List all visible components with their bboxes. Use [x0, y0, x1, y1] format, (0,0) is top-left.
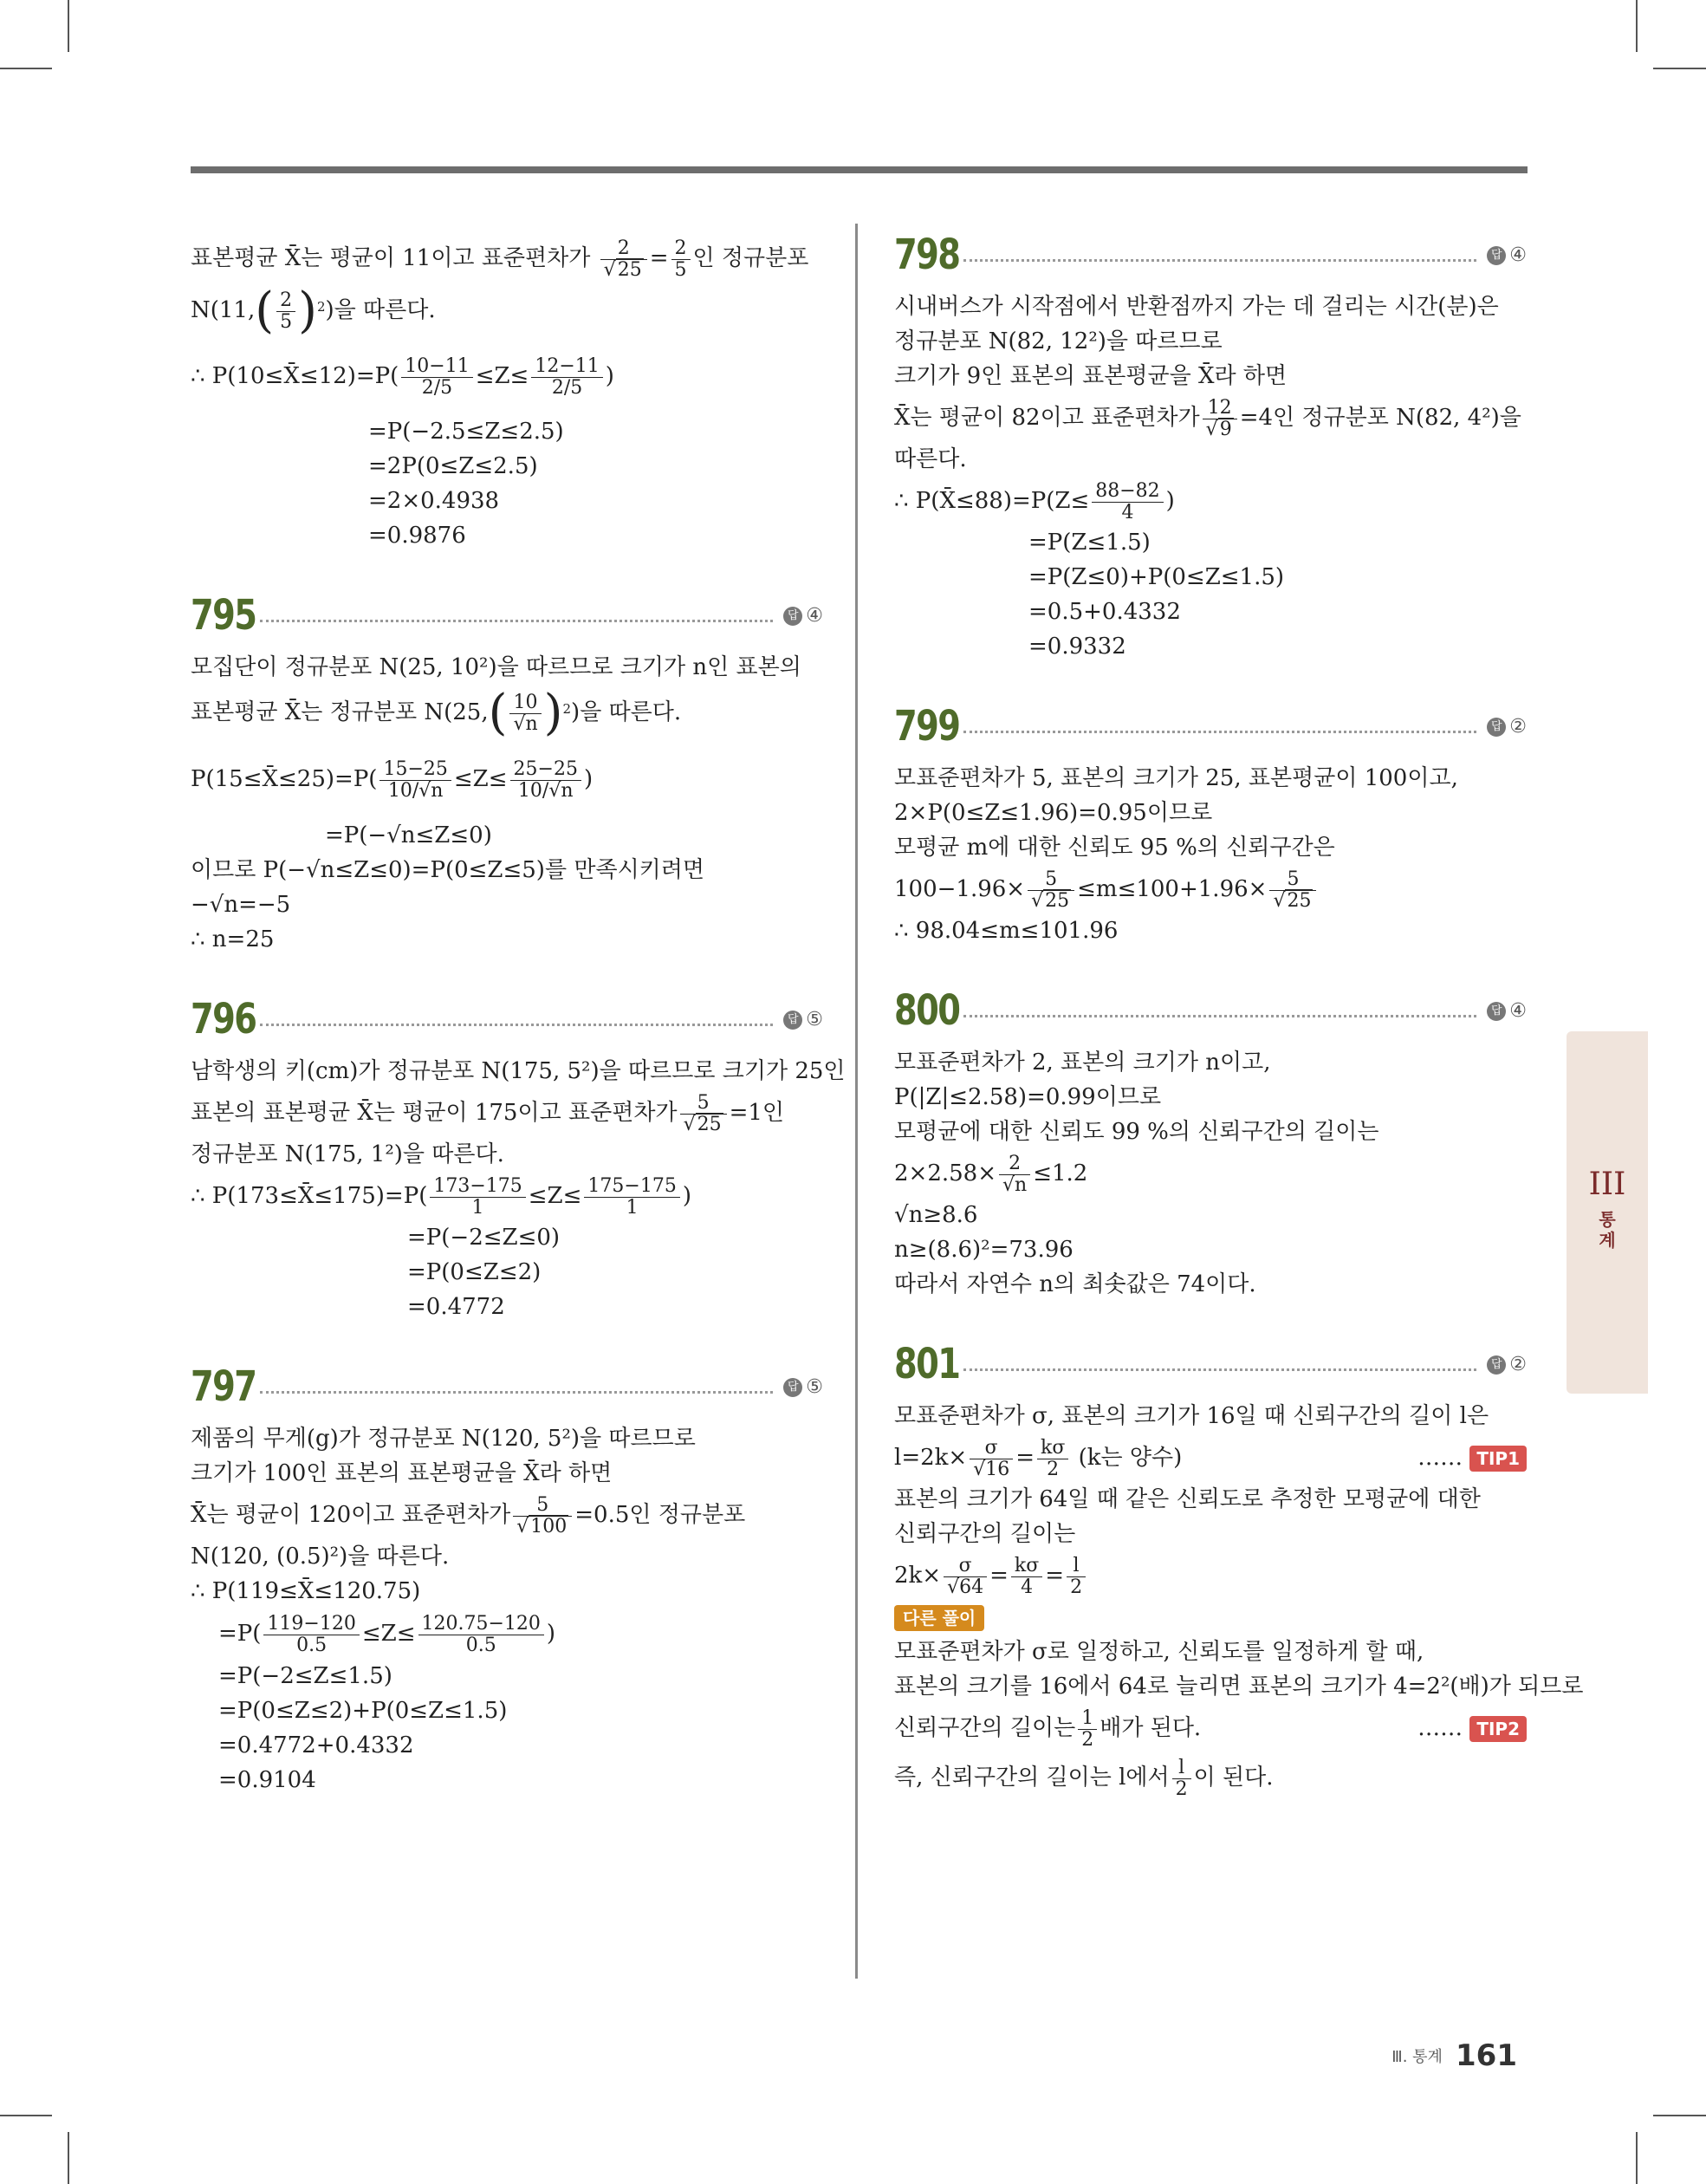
alt-solution-badge: 다른 풀이: [894, 1605, 984, 1631]
leader-dots: [260, 1024, 773, 1026]
text-line: =P(0≤Z≤2): [407, 1259, 542, 1285]
problem-799: [894, 699, 1527, 948]
page-footer: [1391, 2038, 1517, 2073]
fraction: $\frac{2}{5}$: [671, 238, 691, 281]
text-line: =P(Z≤0)+P(0≤Z≤1.5): [1028, 564, 1285, 590]
fraction: $\frac{175-175}{1}$: [584, 1176, 679, 1219]
fraction: $\frac{120.75-120}{0.5}$: [418, 1614, 544, 1656]
text-line: 따른다.: [894, 446, 967, 472]
text-line: X̄는 평균이 82이고 표준편차가 $\frac{12}{√9}$ =4인 정규분포 N(82, 4²)을: [894, 396, 1521, 440]
fraction: $\frac{\sigma}{√16}$: [970, 1438, 1013, 1480]
text-line: 남학생의 키(cm)가 정규분포 N(175, 5²)을 따르므로 크기가 25인: [191, 1058, 846, 1084]
problem-number: 801: [894, 1340, 960, 1388]
text-line: =P(−√n≤Z≤0): [325, 822, 492, 848]
problem-number: 799: [894, 702, 960, 751]
crop-mark: [68, 0, 69, 52]
fraction: $\frac{25-25}{10/√n}$: [510, 759, 581, 802]
page-number: 161: [1456, 2038, 1517, 2073]
fraction: $\frac{l}{2}$: [1067, 1556, 1086, 1598]
answer-badge: 답 ④: [783, 605, 823, 627]
text-line: 모표준편차가 2, 표본의 크기가 n이고,: [894, 1050, 1271, 1076]
text-line: 크기가 9인 표본의 표본평균을 X̄라 하면: [894, 363, 1288, 389]
text-line: 모평균 m에 대한 신뢰도 95 %의 신뢰구간은: [894, 835, 1335, 861]
crop-mark: [0, 2115, 52, 2116]
text-line: 따라서 자연수 n의 최솟값은 74이다.: [894, 1271, 1256, 1297]
fraction: $\frac{12-11}{2/5}$: [531, 356, 602, 399]
text-line: 제품의 무게(g)가 정규분포 N(120, 5²)을 따르므로: [191, 1426, 696, 1452]
text-line: X̄는 평균이 120이고 표준편차가 $\frac{5}{√100}$ =0.5인 정규분포: [191, 1493, 746, 1537]
text-line: =P(−2≤Z≤1.5): [218, 1663, 392, 1689]
tip-reference: …… TIP1: [1417, 1433, 1527, 1482]
text-line: =2×0.4938: [368, 488, 500, 514]
text-line: =P(0≤Z≤2)+P(0≤Z≤1.5): [218, 1698, 508, 1724]
problem-header: [894, 699, 1527, 754]
text-line: l=2k× $\frac{\sigma}{√16}$ = $\frac{k\sigma}{2}$ (k는 양수) …… TIP1: [894, 1433, 1527, 1482]
fraction: $\frac{5}{√25}$: [680, 1093, 727, 1135]
fraction: $\frac{l}{2}$: [1172, 1758, 1191, 1800]
text-line: ∴ P(173≤X̄≤175)=P( $\frac{173-175}{1}$ ≤Z≤ $\frac{175-175}{1}$ ): [191, 1174, 691, 1219]
problem-header: [191, 588, 823, 643]
leader-dots: [963, 1015, 1476, 1017]
text-line: √n≥8.6: [894, 1202, 978, 1228]
text-line: 표본의 크기가 64일 때 같은 신뢰도로 추정한 모평균에 대한: [894, 1486, 1481, 1512]
problem-number: 797: [191, 1362, 256, 1411]
text-line: 2k× $\frac{\sigma}{√64}$ = $\frac{k\sigma}{4}$ = $\frac{l}{2}$: [894, 1551, 1527, 1600]
text-line: 모표준편차가 5, 표본의 크기가 25, 표본평균이 100이고,: [894, 765, 1458, 791]
text-line: ∴ P(10≤X̄≤12)=P( $\frac{10-11}{2/5}$ ≤Z≤ $\frac{12-11}{2/5}$ ): [191, 354, 614, 399]
text-line: 모표준편차가 σ, 표본의 크기가 16일 때 신뢰구간의 길이 l은: [894, 1403, 1489, 1429]
crop-mark: [1653, 68, 1706, 69]
text-line: =0.9104: [218, 1767, 316, 1793]
fraction: $\frac{15-25}{10/√n}$: [379, 759, 451, 802]
leader-dots: [260, 1391, 773, 1394]
text-line: 즉, 신뢰구간의 길이는 l에서 $\frac{l}{2}$ 이 된다.: [894, 1756, 1274, 1800]
answer-icon: 답: [783, 1011, 802, 1030]
column-divider: [855, 224, 858, 1979]
fraction: $\frac{2}{√25}$: [600, 238, 647, 281]
problem-header: [894, 983, 1527, 1038]
text-line: P(15≤X̄≤25)=P( $\frac{15-25}{10/√n}$ ≤Z≤ $\frac{25-25}{10/√n}$ ): [191, 757, 594, 802]
text-line: ∴ n=25: [191, 926, 275, 952]
fraction: $\frac{5}{√25}$: [1028, 869, 1074, 912]
text-line: 표본의 표본평균 X̄는 평균이 175이고 표준편차가 $\frac{5}{√25}$ =1인: [191, 1091, 785, 1135]
text-line: N(11,( $\frac{2}{5}$ )$^2$)을 따른다.: [191, 283, 436, 339]
leader-dots: [963, 1368, 1476, 1371]
problem-797: [191, 1359, 823, 1797]
fraction: $\frac{2}{5}$: [276, 290, 295, 333]
answer-badge: 답 ⑤: [783, 1009, 823, 1030]
fraction: $\frac{5}{√100}$: [513, 1495, 572, 1537]
text-line: −√n=−5: [191, 892, 291, 918]
tip-reference: …… TIP2: [1417, 1704, 1527, 1752]
problem-number: 798: [894, 231, 960, 279]
crop-mark: [68, 2132, 69, 2184]
text-line: =0.9332: [1028, 634, 1126, 660]
chapter-side-tab: [1567, 1031, 1648, 1394]
text-line: =2P(0≤Z≤2.5): [368, 453, 538, 479]
fraction: $\frac{5}{√25}$: [1269, 869, 1316, 912]
text-line: =P( $\frac{119-120}{0.5}$ ≤Z≤ $\frac{120.75-120}{0.5}$ ): [218, 1612, 556, 1656]
answer-badge: 답 ⑤: [783, 1376, 823, 1398]
problem-header: [894, 227, 1527, 283]
text-line: 표본평균 X̄는 정규분포 N(25,( $\frac{10}{√n}$ )$^2$)을 따른다.: [191, 685, 682, 741]
fraction: $\frac{\sigma}{√64}$: [944, 1556, 987, 1598]
leader-dots: [260, 620, 773, 622]
crop-mark: [1636, 2132, 1638, 2184]
problem-796: [191, 991, 846, 1324]
text-line: =0.9876: [368, 523, 466, 549]
fraction: $\frac{10-11}{2/5}$: [401, 356, 472, 399]
footer-section: Ⅲ. 통계: [1391, 2048, 1443, 2066]
fraction: $\frac{88-82}{4}$: [1092, 481, 1163, 523]
text-line: =0.4772: [407, 1294, 505, 1320]
answer-icon: 답: [1487, 1355, 1506, 1375]
problem-number: 800: [894, 986, 960, 1035]
intro-solution: [191, 234, 823, 553]
right-column: [894, 227, 1584, 1803]
fraction: $\frac{k\sigma}{2}$: [1037, 1438, 1068, 1480]
fraction: $\frac{10}{√n}$: [509, 692, 541, 735]
fraction: $\frac{k\sigma}{4}$: [1011, 1556, 1042, 1598]
leader-dots: [963, 731, 1476, 733]
text-line: =P(−2.5≤Z≤2.5): [368, 419, 564, 445]
answer-badge: 답 ④: [1487, 244, 1527, 266]
answer-icon: 답: [1487, 718, 1506, 737]
text-line: ∴ P(X̄≤88)=P(Z≤ $\frac{88-82}{4}$ ): [894, 479, 1175, 523]
text-line: 모집단이 정규분포 N(25, 10²)을 따르므로 크기가 n인 표본의: [191, 654, 801, 680]
header-rule: [191, 166, 1528, 173]
text-line: =0.4772+0.4332: [218, 1732, 414, 1758]
problem-800: [894, 983, 1527, 1302]
text-line: =P(−2≤Z≤0): [407, 1225, 561, 1251]
alt-solution-label-row: [894, 1600, 1527, 1635]
text-line: 이므로 P(−√n≤Z≤0)=P(0≤Z≤5)를 만족시키려면: [191, 857, 705, 883]
text-line: 표본평균 X̄는 평균이 11이고 표준편차가 $\frac{2}{√25}$ = $\frac{2}{5}$ 인 정규분포: [191, 237, 809, 281]
left-column: [191, 234, 846, 1797]
problem-801: [894, 1336, 1584, 1803]
text-line: 100−1.96× $\frac{5}{√25}$ ≤m≤100+1.96× $\frac{5}{√25}$: [894, 865, 1527, 913]
crop-mark: [1653, 2115, 1706, 2116]
chapter-label: 통 계: [1599, 1209, 1616, 1251]
text-line: =0.5+0.4332: [1028, 599, 1181, 625]
text-line: 표본의 크기를 16에서 64로 늘리면 표본의 크기가 4=2²(배)가 되므로: [894, 1674, 1584, 1700]
answer-icon: 답: [783, 1378, 802, 1397]
tip1-badge[interactable]: TIP1: [1469, 1446, 1527, 1472]
text-line: 신뢰구간의 길이는 $\frac{1}{2}$ 배가 된다. …… TIP2: [894, 1704, 1527, 1752]
fraction: $\frac{119-120}{0.5}$: [263, 1614, 359, 1656]
text-line: ∴ 98.04≤m≤101.96: [894, 918, 1119, 944]
text-line: P(|Z|≤2.58)=0.99이므로: [894, 1084, 1162, 1110]
text-line: 크기가 100인 표본의 표본평균을 X̄라 하면: [191, 1460, 613, 1486]
fraction: $\frac{2}{√n}$: [999, 1154, 1030, 1196]
problem-795: [191, 588, 823, 957]
crop-mark: [1636, 0, 1638, 52]
text-line: n≥(8.6)²=73.96: [894, 1237, 1074, 1263]
fraction: $\frac{12}{√9}$: [1203, 398, 1237, 440]
text-line: 모표준편차가 σ로 일정하고, 신뢰도를 일정하게 할 때,: [894, 1639, 1424, 1665]
answer-badge: 답 ④: [1487, 1000, 1527, 1022]
problem-header: [191, 991, 823, 1047]
problem-header: [191, 1359, 823, 1414]
chapter-roman: III: [1588, 1167, 1626, 1202]
problem-number: 795: [191, 591, 256, 640]
text-line: ∴ P(119≤X̄≤120.75): [191, 1578, 421, 1604]
answer-icon: 답: [1487, 1002, 1506, 1021]
text-line: N(120, (0.5)²)을 따른다.: [191, 1544, 450, 1570]
leader-dots: [963, 259, 1476, 262]
answer-icon: 답: [783, 607, 802, 626]
text-line: 신뢰구간의 길이는: [894, 1521, 1076, 1547]
tip2-badge[interactable]: TIP2: [1469, 1716, 1527, 1742]
answer-icon: 답: [1487, 246, 1506, 265]
text-line: 2×2.58× $\frac{2}{√n}$ ≤1.2: [894, 1152, 1088, 1196]
answer-badge: 답 ②: [1487, 1354, 1527, 1375]
text-line: 정규분포 N(82, 12²)을 따르므로: [894, 328, 1223, 354]
crop-mark: [0, 68, 52, 69]
text-line: =P(Z≤1.5): [1028, 530, 1151, 556]
text-line: 정규분포 N(175, 1²)을 따른다.: [191, 1141, 504, 1167]
problem-header: [894, 1336, 1527, 1392]
text-line: 시내버스가 시작점에서 반환점까지 가는 데 걸리는 시간(분)은: [894, 294, 1499, 320]
fraction: $\frac{173-175}{1}$: [430, 1176, 525, 1219]
fraction: $\frac{1}{2}$: [1078, 1708, 1097, 1751]
text-line: 모평균에 대한 신뢰도 99 %의 신뢰구간의 길이는: [894, 1119, 1379, 1145]
answer-badge: 답 ②: [1487, 716, 1527, 738]
problem-number: 796: [191, 995, 256, 1043]
problem-798: [894, 227, 1527, 664]
text-line: 2×P(0≤Z≤1.96)=0.95이므로: [894, 800, 1213, 826]
